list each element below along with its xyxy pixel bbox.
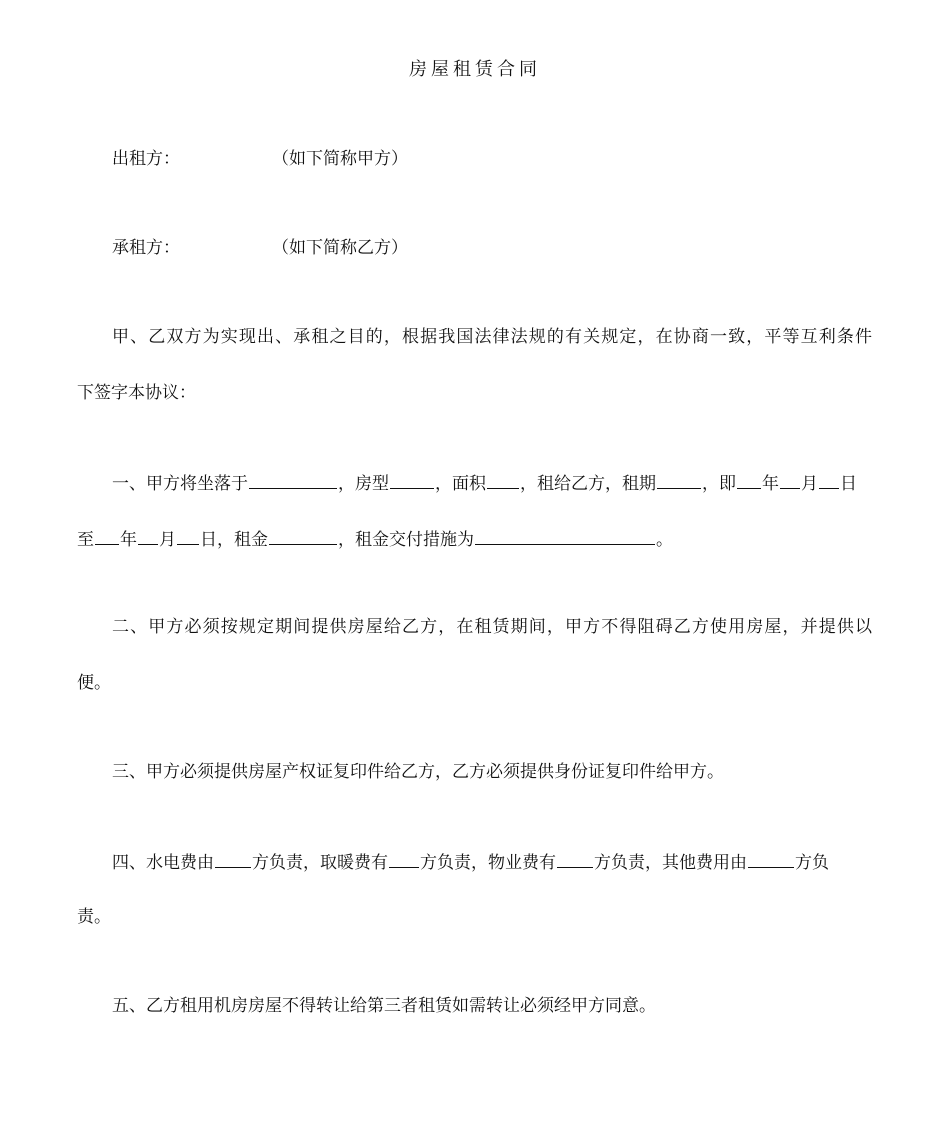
intro-line-2: 下签字本协议： — [77, 383, 196, 403]
clause-1-text: 年 — [762, 474, 779, 494]
clause-1-text: ，即 — [702, 474, 736, 494]
heating-party-blank — [389, 850, 419, 868]
end-month-blank — [138, 527, 158, 545]
lessee-line — [112, 237, 408, 259]
payment-method-blank — [475, 527, 655, 545]
clause-4-line-1 — [112, 850, 829, 874]
clause-4-text: 方负 — [795, 853, 829, 873]
document-title: 房屋租赁合同 — [409, 59, 541, 80]
term-blank — [657, 471, 701, 489]
end-day-blank — [177, 527, 199, 545]
clause-1-text: ，租金交付措施为 — [338, 530, 474, 550]
clause-1-text: ，面积 — [435, 474, 486, 494]
clause-1-text: 至 — [77, 530, 94, 550]
lessee-label: 承租方： — [112, 238, 180, 258]
end-year-blank — [95, 527, 119, 545]
clause-1-line-1 — [112, 471, 857, 495]
clause-1-text: ，房型 — [338, 474, 389, 494]
lessor-label: 出租方： — [112, 149, 180, 169]
property-fee-party-blank — [557, 850, 593, 868]
clause-1-text: 日，租金 — [200, 530, 268, 550]
intro-line-1: 甲、乙双方为实现出、承租之目的，根据我国法律法规的有关规定，在协商一致，平等互利条件 — [112, 327, 872, 347]
clause-2-line-1: 二、甲方必须按规定期间提供房屋给乙方，在租赁期间，甲方不得阻碍乙方使用房屋，并提供以 — [112, 617, 872, 637]
clause-4-text: 四、水电费由 — [112, 853, 214, 873]
location-blank — [249, 471, 337, 489]
start-year-blank — [737, 471, 761, 489]
clause-1-text: 一、甲方将坐落于 — [112, 474, 248, 494]
clause-1-text: 月 — [159, 530, 176, 550]
clause-4-line-2: 责。 — [77, 907, 111, 927]
rent-blank — [269, 527, 337, 545]
clause-1-text: 月 — [801, 474, 818, 494]
clause-4-text: 方负责，物业费有 — [420, 853, 556, 873]
start-month-blank — [780, 471, 800, 489]
area-blank — [487, 471, 519, 489]
lessor-note: （如下简称甲方） — [272, 149, 408, 169]
clause-3-line-1: 三、甲方必须提供房屋产权证复印件给乙方，乙方必须提供身份证复印件给甲方。 — [112, 762, 724, 782]
clause-1-line-2 — [77, 527, 673, 551]
clause-5-line-1: 五、乙方租用机房房屋不得转让给第三者租赁如需转让必须经甲方同意。 — [112, 996, 656, 1016]
clause-1-text: 年 — [120, 530, 137, 550]
clause-1-text: 。 — [656, 530, 673, 550]
layout-blank — [390, 471, 434, 489]
start-day-blank — [819, 471, 839, 489]
clause-2-line-2: 便。 — [77, 673, 111, 693]
clause-4-text: 方负责，其他费用由 — [594, 853, 747, 873]
clause-4-text: 方负责，取暖费有 — [252, 853, 388, 873]
utilities-party-blank — [215, 850, 251, 868]
other-fees-party-blank — [748, 850, 794, 868]
lessor-line — [112, 148, 408, 170]
clause-1-text: ，租给乙方，租期 — [520, 474, 656, 494]
lessee-note: （如下简称乙方） — [272, 238, 408, 258]
clause-1-text: 日 — [840, 474, 857, 494]
